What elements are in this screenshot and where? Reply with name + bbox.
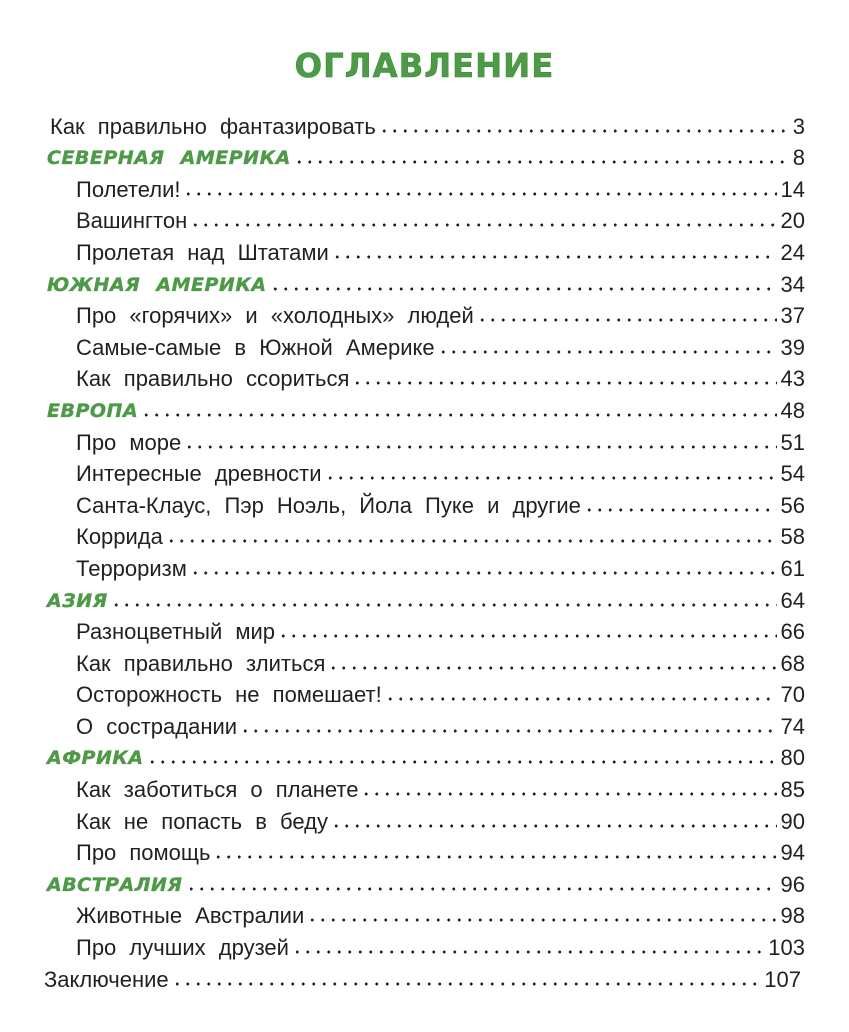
- toc-page-number: 80: [780, 745, 805, 771]
- toc-entry-title: ЕВРОПА: [47, 399, 139, 422]
- toc-entry-title: Животные Австралии: [76, 903, 305, 929]
- toc-entry[interactable]: [0, 837, 849, 869]
- toc-entry-title: Коррида: [76, 524, 163, 550]
- toc-entry[interactable]: [0, 300, 849, 332]
- dot-leader: [294, 157, 789, 167]
- toc-entry-title: АФРИКА: [47, 747, 144, 770]
- toc-page-number: 24: [780, 239, 805, 265]
- dot-leader: [477, 315, 777, 325]
- toc-page-number: 85: [780, 777, 805, 803]
- toc-page-number: 74: [780, 713, 805, 739]
- dot-leader: [584, 505, 777, 515]
- toc-entry-title: ЮЖНАЯ АМЕРИКА: [47, 273, 267, 296]
- toc-entry-title: Санта-Клаус, Пэр Ноэль, Йола Пуке и другие: [76, 492, 581, 518]
- toc-section-heading[interactable]: [0, 742, 849, 774]
- toc-entry[interactable]: [0, 236, 849, 268]
- toc-entry-title: Вашингтон: [76, 208, 188, 234]
- toc-entry[interactable]: [0, 521, 849, 553]
- dot-leader: [186, 884, 777, 894]
- dot-leader: [361, 789, 776, 799]
- toc-section-heading[interactable]: [0, 268, 849, 300]
- toc-entry-title: О сострадании: [76, 713, 238, 739]
- toc-entry[interactable]: [0, 963, 849, 995]
- toc-list: [0, 110, 849, 995]
- page-title: ОГЛАВЛЕНИЕ: [294, 46, 555, 85]
- toc-entry[interactable]: [0, 710, 849, 742]
- toc-entry[interactable]: [0, 552, 849, 584]
- toc-entry[interactable]: [0, 426, 849, 458]
- toc-page-number: 34: [780, 271, 805, 297]
- toc-entry-title: АВСТРАЛИЯ: [47, 873, 183, 896]
- dot-leader: [379, 126, 789, 136]
- toc-page-number: 66: [780, 619, 805, 645]
- dot-leader: [270, 284, 777, 294]
- dot-leader: [240, 726, 776, 736]
- dot-leader: [111, 600, 777, 610]
- toc-page-number: 58: [780, 524, 805, 550]
- dot-leader: [328, 663, 776, 673]
- toc-section-heading[interactable]: [0, 868, 849, 900]
- toc-entry[interactable]: [0, 773, 849, 805]
- dot-leader: [172, 979, 761, 989]
- toc-page-number: 51: [780, 429, 805, 455]
- toc-entry-title: Как заботиться о планете: [76, 777, 359, 803]
- toc-page-number: 43: [780, 366, 805, 392]
- toc-entry-title: Как правильно фантазировать: [50, 113, 376, 139]
- toc-entry-title: Про лучших друзей: [76, 935, 289, 961]
- toc-page-number: 14: [780, 176, 805, 202]
- toc-entry[interactable]: [0, 331, 849, 363]
- toc-page-number: 107: [764, 966, 801, 992]
- dot-leader: [438, 347, 777, 357]
- dot-leader: [331, 821, 777, 831]
- toc-entry[interactable]: [0, 489, 849, 521]
- dot-leader: [325, 473, 777, 483]
- toc-entry[interactable]: [0, 363, 849, 395]
- toc-entry-title: Разноцветный мир: [76, 619, 276, 645]
- toc-entry[interactable]: [0, 458, 849, 490]
- toc-page-number: 54: [780, 461, 805, 487]
- dot-leader: [385, 694, 777, 704]
- toc-page-number: 61: [780, 555, 805, 581]
- toc-entry[interactable]: [0, 173, 849, 205]
- toc-entry-title: Полетели!: [76, 176, 181, 202]
- dot-leader: [292, 947, 764, 957]
- toc-section-heading[interactable]: [0, 584, 849, 616]
- toc-entry-title: Интересные древности: [76, 461, 322, 487]
- toc-page-number: 56: [780, 492, 805, 518]
- dot-leader: [190, 220, 776, 230]
- toc-page-number: 103: [768, 935, 805, 961]
- toc-entry-title: Про море: [76, 429, 182, 455]
- toc-page-number: 96: [780, 871, 805, 897]
- dot-leader: [183, 189, 776, 199]
- toc-entry-title: Самые-самые в Южной Америке: [76, 334, 435, 360]
- toc-section-heading[interactable]: [0, 394, 849, 426]
- toc-entry[interactable]: [0, 805, 849, 837]
- toc-page-number: 70: [780, 682, 805, 708]
- toc-entry-title: Терроризм: [76, 555, 187, 581]
- dot-leader: [147, 757, 777, 767]
- toc-entry[interactable]: [0, 110, 849, 142]
- toc-entry[interactable]: [0, 647, 849, 679]
- toc-page-number: 48: [780, 397, 805, 423]
- dot-leader: [278, 631, 776, 641]
- dot-leader: [141, 410, 776, 420]
- dot-leader: [307, 915, 776, 925]
- toc-entry-title: СЕВЕРНАЯ АМЕРИКА: [47, 147, 291, 170]
- toc-page-number: 98: [780, 903, 805, 929]
- dot-leader: [166, 536, 777, 546]
- toc-entry-title: Как не попасть в беду: [76, 808, 328, 834]
- dot-leader: [332, 252, 777, 262]
- dot-leader: [352, 378, 776, 388]
- toc-page-number: 94: [780, 840, 805, 866]
- toc-entry-title: Осторожность не помешает!: [76, 682, 382, 708]
- dot-leader: [190, 568, 777, 578]
- toc-entry-title: АЗИЯ: [47, 589, 108, 612]
- toc-page-number: 90: [780, 808, 805, 834]
- toc-page-number: 64: [780, 587, 805, 613]
- dot-leader: [184, 442, 776, 452]
- toc-entry[interactable]: [0, 679, 849, 711]
- toc-page-number: 37: [780, 303, 805, 329]
- toc-entry[interactable]: [0, 616, 849, 648]
- toc-page-number: 20: [780, 208, 805, 234]
- toc-entry-title: Заключение: [44, 966, 169, 992]
- toc-section-heading[interactable]: [0, 142, 849, 174]
- toc-page-number: 3: [792, 113, 805, 139]
- toc-page-number: 39: [780, 334, 805, 360]
- toc-page-number: 8: [792, 145, 805, 171]
- toc-entry-title: Про помощь: [76, 840, 211, 866]
- toc-entry-title: Пролетая над Штатами: [76, 239, 329, 265]
- toc-page-number: 68: [780, 650, 805, 676]
- toc-entry-title: Про «горячих» и «холодных» людей: [76, 303, 474, 329]
- toc-entry[interactable]: [0, 205, 849, 237]
- toc-entry[interactable]: [0, 900, 849, 932]
- toc-entry-title: Как правильно злиться: [76, 650, 326, 676]
- dot-leader: [213, 852, 776, 862]
- toc-entry-title: Как правильно ссориться: [76, 366, 350, 392]
- toc-entry[interactable]: [0, 931, 849, 963]
